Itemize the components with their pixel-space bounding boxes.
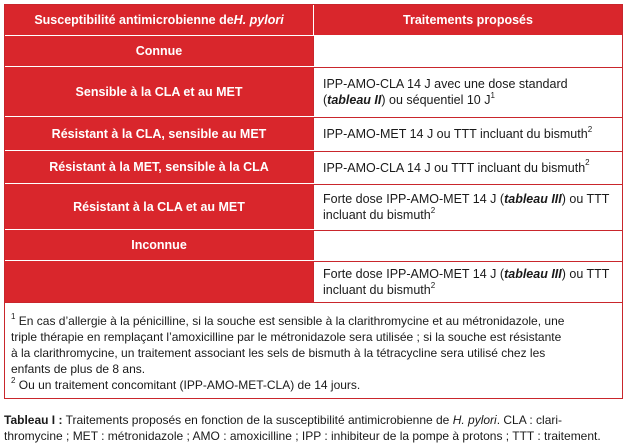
treatment-text: ) ou TTT <box>561 267 610 281</box>
treatment-cell <box>313 184 622 229</box>
footnote-text: En cas d’allergie à la pénicilline, si la souche est sensible à la clarithromycine et au métronidazole, une <box>15 314 565 328</box>
caption-text: . CLA : clari- <box>496 413 563 427</box>
table-caption <box>4 412 623 444</box>
treatment-text: Forte dose IPP-AMO-MET 14 J ( <box>323 267 505 281</box>
footnote-text: à la clarithromycine, un traitement associant les sels de bismuth à la tétracycline sera utilisé chez les <box>11 346 546 360</box>
table-reference: tableau III <box>504 267 562 281</box>
section-known-label: Connue <box>5 36 313 66</box>
treatment-text: ) ou TTT <box>561 192 610 206</box>
section-known-empty <box>313 36 622 66</box>
caption-text: Traitements proposés en fonction de la susceptibilité antimicrobienne de <box>62 413 453 427</box>
header-susceptibility-text: Susceptibilité antimicrobienne de <box>34 13 234 27</box>
caption-label: Tableau I : <box>4 413 63 427</box>
section-unknown-label: Inconnue <box>5 230 313 260</box>
table-header <box>5 5 622 35</box>
footnote-2 <box>11 377 614 393</box>
footnote-marker: 2 <box>587 124 593 134</box>
table-row <box>5 150 622 183</box>
treatment-text: IPP-AMO-CLA 14 J avec une dose standard <box>323 77 568 91</box>
treatment-cell <box>313 261 622 302</box>
condition-cell: Résistant à la CLA, sensible au MET <box>5 117 313 150</box>
header-treatments-text: Traitements proposés <box>403 13 533 27</box>
table-reference: tableau II <box>327 93 382 107</box>
treatment-text: incluant du bismuth <box>323 283 431 297</box>
caption-pathogen-name: H. pylori <box>452 413 497 427</box>
table-row <box>5 116 622 150</box>
footnote-text: triple thérapie en remplaçant l’amoxicilline par le métronidazole sera utilisée ; si la souche est résistante <box>11 330 562 344</box>
treatment-cell <box>313 151 622 183</box>
header-susceptibility <box>5 5 313 35</box>
treatment-text: ( <box>323 93 328 107</box>
caption-text: thromycine ; MET : métronidazole ; AMO : amoxicilline ; IPP : inhibiteur de la pompe à protons ; TTT : traitement. <box>4 429 601 443</box>
footnote-text: Ou un traitement concomitant (IPP-AMO-MET-CLA) de 14 jours. <box>15 378 361 392</box>
condition-cell: Sensible à la CLA et au MET <box>5 67 313 116</box>
condition-cell: Résistant à la MET, sensible à la CLA <box>5 151 313 183</box>
footnote-marker: 2 <box>430 280 436 290</box>
treatment-text: incluant du bismuth <box>323 208 431 222</box>
condition-cell-empty <box>5 261 313 302</box>
footnote-marker: 2 <box>430 205 436 215</box>
section-known-row <box>5 35 622 66</box>
footnote-text: enfants de plus de 8 ans. <box>11 362 146 376</box>
table-reference: tableau III <box>504 192 562 206</box>
treatment-text: Forte dose IPP-AMO-MET 14 J ( <box>323 192 505 206</box>
table-footnotes <box>5 302 622 398</box>
treatment-table <box>4 4 623 399</box>
table-row <box>5 66 622 116</box>
table-row <box>5 183 622 229</box>
header-pathogen-name: H. pylori <box>233 13 284 27</box>
section-unknown-row <box>5 229 622 260</box>
footnote-marker: 2 <box>585 158 590 168</box>
treatment-text: IPP-AMO-CLA 14 J ou TTT incluant du bismuth <box>323 160 586 175</box>
footnote-marker: 1 <box>490 90 495 100</box>
treatment-cell <box>313 117 622 150</box>
table-row <box>5 260 622 302</box>
footnote-marker: 1 <box>11 312 16 321</box>
section-unknown-empty <box>313 230 622 260</box>
treatment-cell <box>313 67 622 116</box>
header-treatments <box>313 5 622 35</box>
footnote-marker: 2 <box>11 376 16 385</box>
footnote-1 <box>11 313 614 377</box>
treatment-text: IPP-AMO-MET 14 J ou TTT incluant du bismuth <box>323 127 588 141</box>
treatment-text: ) ou séquentiel 10 J <box>381 93 491 107</box>
condition-cell: Résistant à la CLA et au MET <box>5 184 313 229</box>
